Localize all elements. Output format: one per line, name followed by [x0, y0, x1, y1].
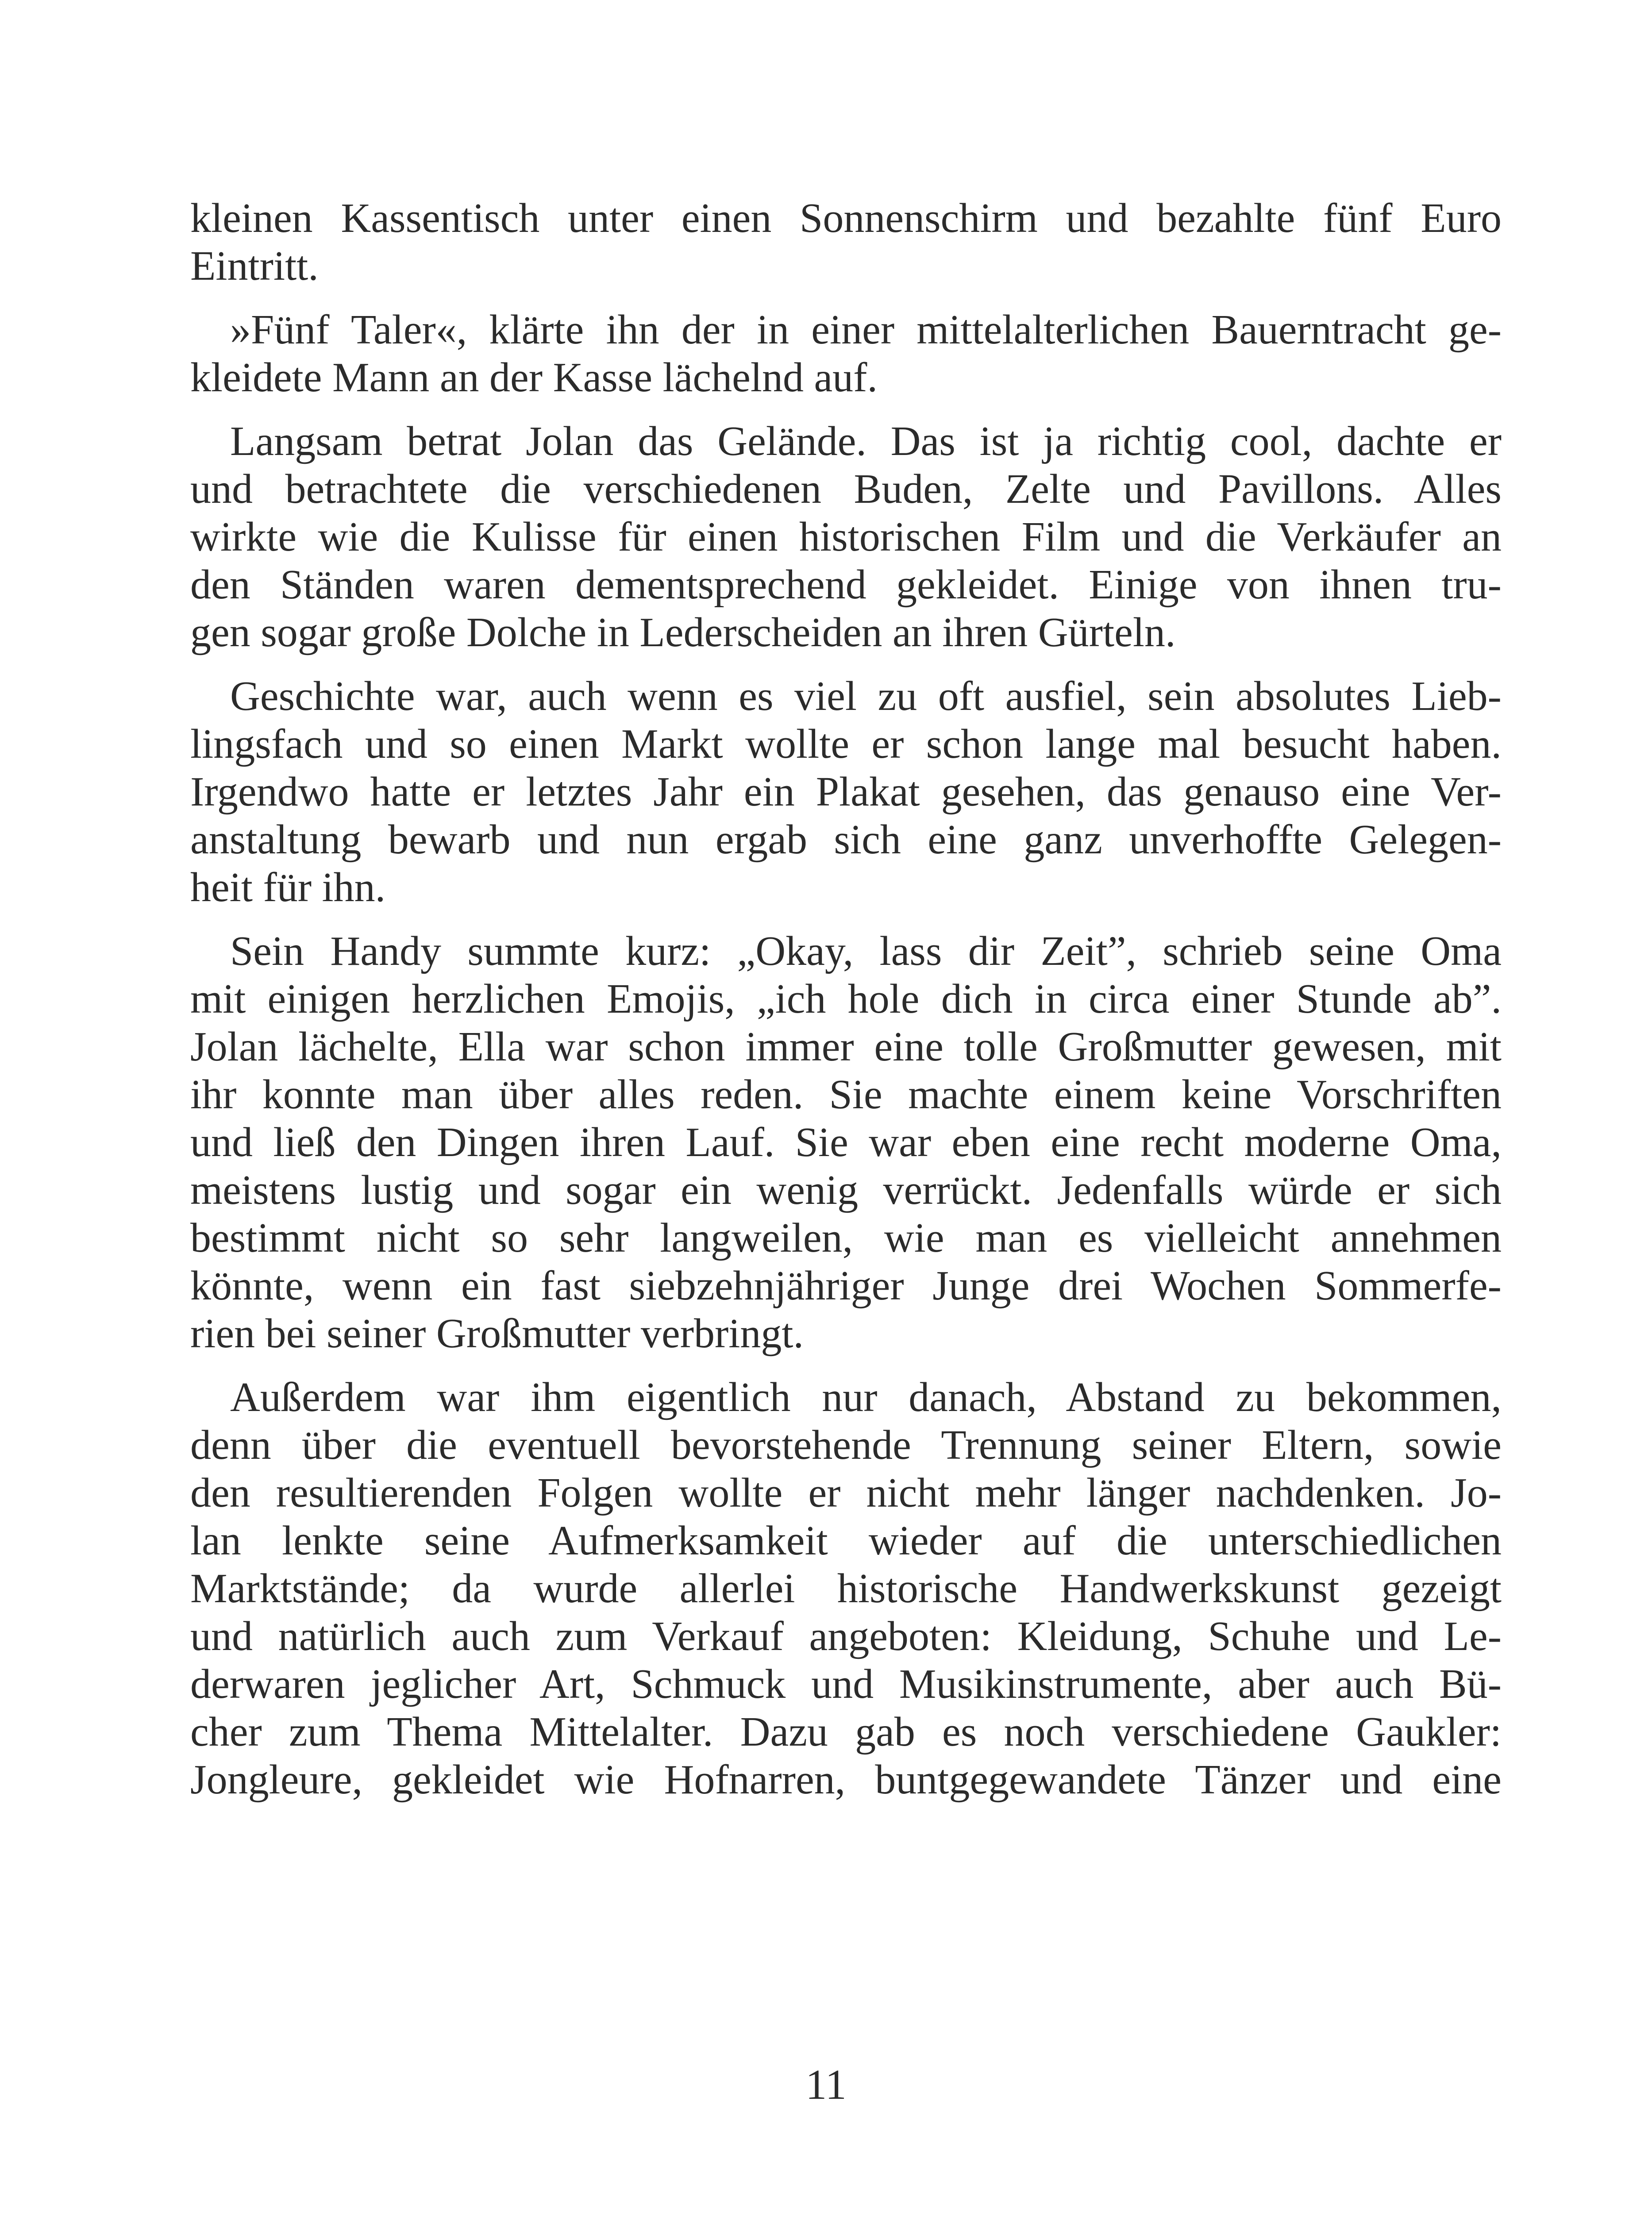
text-line: Marktstände; da wurde allerlei historische Handwerkskunst gezeigt	[190, 1565, 1502, 1612]
text-line: meistens lustig und sogar ein wenig verrückt. Jedenfalls würde er sich	[190, 1167, 1502, 1213]
text-line: Geschichte war, auch wenn es viel zu oft ausfiel, sein absolutes Lieb-	[230, 673, 1502, 719]
text-line: rien bei seiner Großmutter verbringt.	[190, 1311, 804, 1357]
text-line: Jongleure, gekleidet wie Hofnarren, buntgegewandete Tänzer und eine	[190, 1757, 1502, 1803]
text-line: anstaltung bewarb und nun ergab sich eine ganz unverhoffte Gelegen-	[190, 817, 1502, 863]
text-line: mit einigen herzlichen Emojis, „ich hole dich in circa einer Stunde ab”.	[190, 976, 1502, 1022]
text-line: Jolan lächelte, Ella war schon immer eine tolle Großmutter gewesen, mit	[190, 1024, 1502, 1070]
text-line: den Ständen waren dementsprechend gekleidet. Einige von ihnen tru-	[190, 562, 1502, 608]
text-line: und natürlich auch zum Verkauf angeboten: Kleidung, Schuhe und Le-	[190, 1613, 1502, 1659]
text-line: lan lenkte seine Aufmerksamkeit wieder auf die unterschiedlichen	[190, 1518, 1502, 1564]
text-line: und ließ den Dingen ihren Lauf. Sie war eben eine recht moderne Oma,	[190, 1119, 1502, 1165]
text-line: wirkte wie die Kulisse für einen historischen Film und die Verkäufer an	[190, 514, 1502, 560]
text-line: »Fünf Taler«, klärte ihn der in einer mittelalterlichen Bauerntracht ge-	[230, 307, 1502, 353]
text-line: ihr konnte man über alles reden. Sie machte einem keine Vorschriften	[190, 1072, 1502, 1118]
text-line: lingsfach und so einen Markt wollte er schon lange mal besucht haben.	[190, 721, 1502, 767]
text-line: denn über die eventuell bevorstehende Trennung seiner Eltern, sowie	[190, 1422, 1502, 1468]
text-line: gen sogar große Dolche in Lederscheiden an ihren Gürteln.	[190, 609, 1176, 655]
text-line: Irgendwo hatte er letztes Jahr ein Plakat gesehen, das genauso eine Ver-	[190, 769, 1502, 815]
text-line: kleidete Mann an der Kasse lächelnd auf.	[190, 355, 878, 401]
text-line: heit für ihn.	[190, 864, 386, 910]
text-line: und betrachtete die verschiedenen Buden, Zelte und Pavillons. Alles	[190, 466, 1502, 512]
text-line: kleinen Kassentisch unter einen Sonnenschirm und bezahlte fünf Euro	[190, 195, 1502, 241]
text-line: den resultierenden Folgen wollte er nicht mehr länger nachdenken. Jo-	[190, 1470, 1502, 1516]
text-line: Sein Handy summte kurz: „Okay, lass dir Zeit”, schrieb seine Oma	[230, 928, 1502, 974]
text-line: könnte, wenn ein fast siebzehnjähriger Junge drei Wochen Sommerfe-	[190, 1263, 1502, 1309]
text-line: Außerdem war ihm eigentlich nur danach, Abstand zu bekommen,	[230, 1374, 1502, 1420]
text-line: derwaren jeglicher Art, Schmuck und Musikinstrumente, aber auch Bü-	[190, 1661, 1502, 1707]
text-line: bestimmt nicht so sehr langweilen, wie man es vielleicht annehmen	[190, 1215, 1502, 1261]
text-line: Langsam betrat Jolan das Gelände. Das ist ja richtig cool, dachte er	[230, 418, 1502, 464]
page-number: 11	[805, 2061, 847, 2108]
text-line: Eintritt.	[190, 243, 319, 289]
text-line: cher zum Thema Mittelalter. Dazu gab es noch verschiedene Gaukler:	[190, 1709, 1502, 1755]
